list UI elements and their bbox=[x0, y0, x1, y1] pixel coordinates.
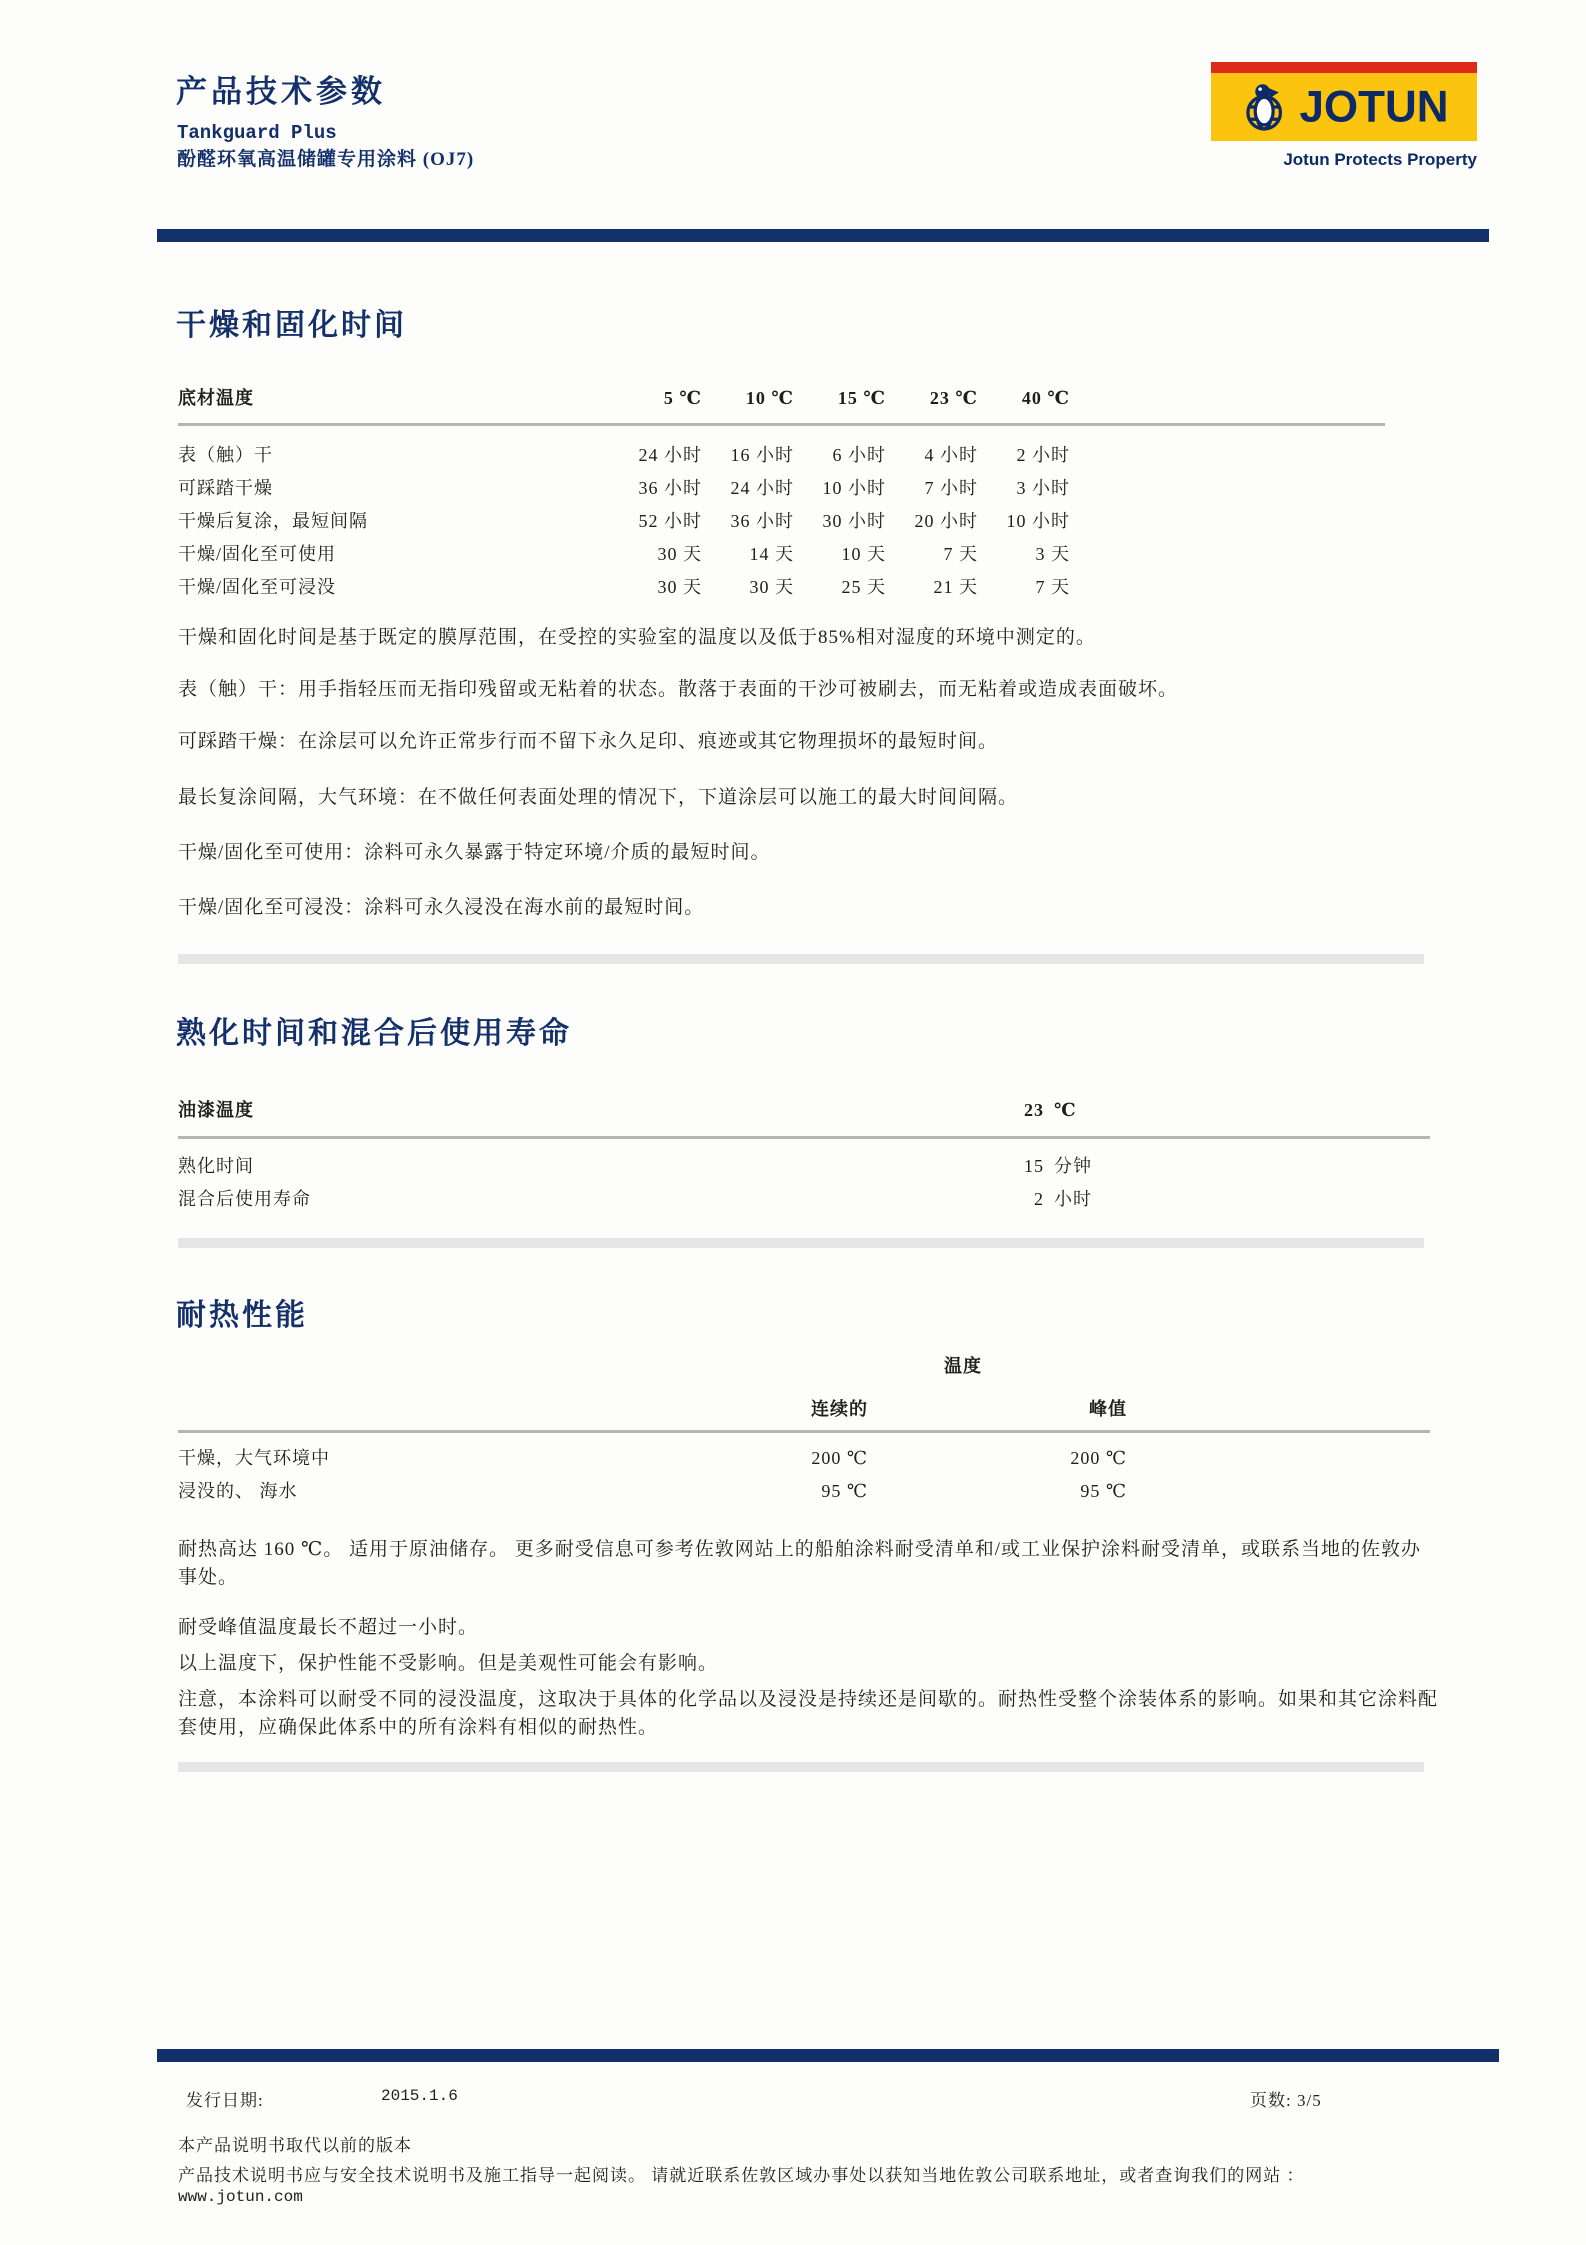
value-unit: 小时 bbox=[1054, 1189, 1092, 1209]
cell-value: 7 天 bbox=[1035, 577, 1070, 597]
cell-value: 25 天 bbox=[841, 577, 886, 597]
potlife-table-header bbox=[178, 1094, 1430, 1139]
row-label: 干燥，大气环境中 bbox=[178, 1448, 330, 1468]
table-rule bbox=[178, 1430, 1430, 1433]
heat-note: 注意，本涂料可以耐受不同的浸没温度，这取决于具体的化学品以及浸没是持续还是间歇的。耐热性受整个涂装体系的影响。如果和其它涂料配套使用，应确保此体系中的所有涂料有相似的耐热性。 bbox=[178, 1689, 1439, 1738]
potlife-table bbox=[178, 1094, 1430, 1216]
value-unit: ℃ bbox=[1054, 1100, 1077, 1120]
col-header-15c: 15 ℃ bbox=[837, 388, 886, 408]
table-row bbox=[178, 1442, 1430, 1475]
drying-table-body bbox=[178, 439, 1385, 604]
cell-value: 16 小时 bbox=[730, 445, 794, 465]
table-row bbox=[178, 505, 1385, 538]
row-value bbox=[998, 1150, 1218, 1183]
drying-note: 表（触）干：用手指轻压而无指印残留或无粘着的状态。散落于表面的干沙可被刷去，而无粘着或造成表面破坏。 bbox=[178, 679, 1179, 700]
value-number: 15 bbox=[1024, 1156, 1044, 1176]
cell-value: 36 小时 bbox=[638, 478, 702, 498]
footer-note-supersedes: 本产品说明书取代以前的版本 bbox=[178, 2136, 412, 2155]
cell-value: 30 天 bbox=[657, 577, 702, 597]
row-label: 浸没的、 海水 bbox=[178, 1481, 298, 1501]
section-divider bbox=[178, 1762, 1424, 1772]
row-label: 干燥/固化至可使用 bbox=[178, 544, 337, 564]
table-row bbox=[178, 439, 1385, 472]
cell-value: 36 小时 bbox=[730, 511, 794, 531]
product-description: 酚醛环氧高温储罐专用涂料 (OJ7) bbox=[177, 149, 475, 170]
cell-value: 24 小时 bbox=[730, 478, 794, 498]
heat-note: 耐受峰值温度最长不超过一小时。 bbox=[178, 1617, 479, 1638]
table-row bbox=[178, 472, 1385, 505]
issue-date-value: 2015.1.6 bbox=[381, 2087, 458, 2105]
row-label: 表（触）干 bbox=[178, 445, 273, 465]
potlife-header-label: 油漆温度 bbox=[178, 1100, 254, 1120]
row-label: 干燥后复涂，最短间隔 bbox=[178, 511, 368, 531]
cell-value: 52 小时 bbox=[638, 511, 702, 531]
cell-value: 10 小时 bbox=[1006, 511, 1070, 531]
footer-rule bbox=[157, 2049, 1499, 2062]
section-title-potlife: 熟化时间和混合后使用寿命 bbox=[176, 1017, 572, 1050]
cell-value: 2 小时 bbox=[1016, 445, 1070, 465]
drying-note: 干燥/固化至可使用：涂料可永久暴露于特定环境/介质的最短时间。 bbox=[178, 842, 771, 863]
cell-value: 200 ℃ bbox=[1070, 1448, 1127, 1468]
cell-value: 3 小时 bbox=[1016, 478, 1070, 498]
row-label: 熟化时间 bbox=[178, 1156, 254, 1176]
heat-note: 以上温度下，保护性能不受影响。但是美观性可能会有影响。 bbox=[178, 1653, 719, 1674]
cell-value: 20 小时 bbox=[914, 511, 978, 531]
cell-value: 4 小时 bbox=[924, 445, 978, 465]
issue-date-label: 发行日期: bbox=[186, 2091, 264, 2110]
logo-red-stripe bbox=[1211, 62, 1477, 73]
cell-value: 6 小时 bbox=[832, 445, 886, 465]
jotun-wordmark: JOTUN bbox=[1299, 81, 1449, 132]
table-row bbox=[178, 1475, 1430, 1508]
product-name: Tankguard Plus bbox=[177, 122, 337, 144]
cell-value: 10 天 bbox=[841, 544, 886, 564]
section-title-heat: 耐热性能 bbox=[176, 1299, 308, 1332]
col-header-23c: 23 ℃ bbox=[929, 388, 978, 408]
section-title-drying: 干燥和固化时间 bbox=[176, 309, 407, 342]
footer-note-read-with: 产品技术说明书应与安全技术说明书及施工指导一起阅读。 请就近联系佐敦区域办事处以获知当地佐敦公司联系地址，或者查询我们的网站 ： bbox=[178, 2166, 1305, 2185]
jotun-logo bbox=[1211, 62, 1477, 141]
col-header-10c: 10 ℃ bbox=[745, 388, 794, 408]
value-number: 2 bbox=[1034, 1189, 1044, 1209]
drying-table bbox=[178, 382, 1385, 604]
table-row bbox=[178, 538, 1385, 571]
drying-note: 最长复涂间隔，大气环境：在不做任何表面处理的情况下，下道涂层可以施工的最大时间间隔。 bbox=[178, 787, 1019, 808]
header-rule bbox=[157, 229, 1489, 242]
value-unit: 分钟 bbox=[1054, 1156, 1092, 1176]
page-number: 页数: 3/5 bbox=[1250, 2091, 1322, 2110]
heat-col-peak: 峰值 bbox=[1089, 1399, 1127, 1419]
section-divider bbox=[178, 954, 1424, 964]
cell-value: 24 小时 bbox=[638, 445, 702, 465]
website-link: www.jotun.com bbox=[178, 2188, 303, 2206]
drying-table-header bbox=[178, 382, 1385, 426]
drying-note: 干燥和固化时间是基于既定的膜厚范围，在受控的实验室的温度以及低于85%相对湿度的环境中测定的。 bbox=[178, 627, 1096, 648]
heat-col-continuous: 连续的 bbox=[811, 1399, 868, 1419]
heat-note: 耐热高达 160 ℃。 适用于原油储存。 更多耐受信息可参考佐敦网站上的船舶涂料耐受清单和/或工业保护涂料耐受清单，或联系当地的佐敦办事处。 bbox=[178, 1539, 1422, 1588]
cell-value: 30 天 bbox=[657, 544, 702, 564]
heat-group-header: 温度 bbox=[944, 1356, 982, 1376]
logo-tagline: Jotun Protects Property bbox=[1283, 150, 1477, 169]
cell-value: 30 小时 bbox=[822, 511, 886, 531]
table-row bbox=[178, 1183, 1430, 1216]
logo-inner bbox=[1211, 73, 1477, 141]
cell-value: 95 ℃ bbox=[821, 1481, 868, 1501]
section-divider bbox=[178, 1238, 1424, 1248]
value-number: 23 bbox=[1024, 1100, 1044, 1120]
col-header-5c: 5 ℃ bbox=[663, 388, 702, 408]
cell-value: 30 天 bbox=[749, 577, 794, 597]
potlife-header-value bbox=[998, 1094, 1218, 1127]
jotun-penguin-globe-icon bbox=[1239, 81, 1291, 133]
cell-value: 14 天 bbox=[749, 544, 794, 564]
table-row bbox=[178, 571, 1385, 604]
cell-value: 7 天 bbox=[943, 544, 978, 564]
cell-value: 10 小时 bbox=[822, 478, 886, 498]
row-value bbox=[998, 1183, 1218, 1216]
cell-value: 95 ℃ bbox=[1080, 1481, 1127, 1501]
drying-note: 干燥/固化至可浸没：涂料可永久浸没在海水前的最短时间。 bbox=[178, 897, 705, 918]
col-header-40c: 40 ℃ bbox=[1021, 388, 1070, 408]
cell-value: 7 小时 bbox=[924, 478, 978, 498]
row-label: 可踩踏干燥 bbox=[178, 478, 273, 498]
page-title: 产品技术参数 bbox=[176, 74, 386, 109]
table-row bbox=[178, 1150, 1430, 1183]
cell-value: 3 天 bbox=[1035, 544, 1070, 564]
row-label: 干燥/固化至可浸没 bbox=[178, 577, 337, 597]
drying-header-label: 底材温度 bbox=[178, 388, 254, 408]
drying-note: 可踩踏干燥：在涂层可以允许正常步行而不留下永久足印、痕迹或其它物理损坏的最短时间。 bbox=[178, 731, 999, 752]
cell-value: 21 天 bbox=[933, 577, 978, 597]
cell-value: 200 ℃ bbox=[811, 1448, 868, 1468]
row-label: 混合后使用寿命 bbox=[178, 1189, 311, 1209]
